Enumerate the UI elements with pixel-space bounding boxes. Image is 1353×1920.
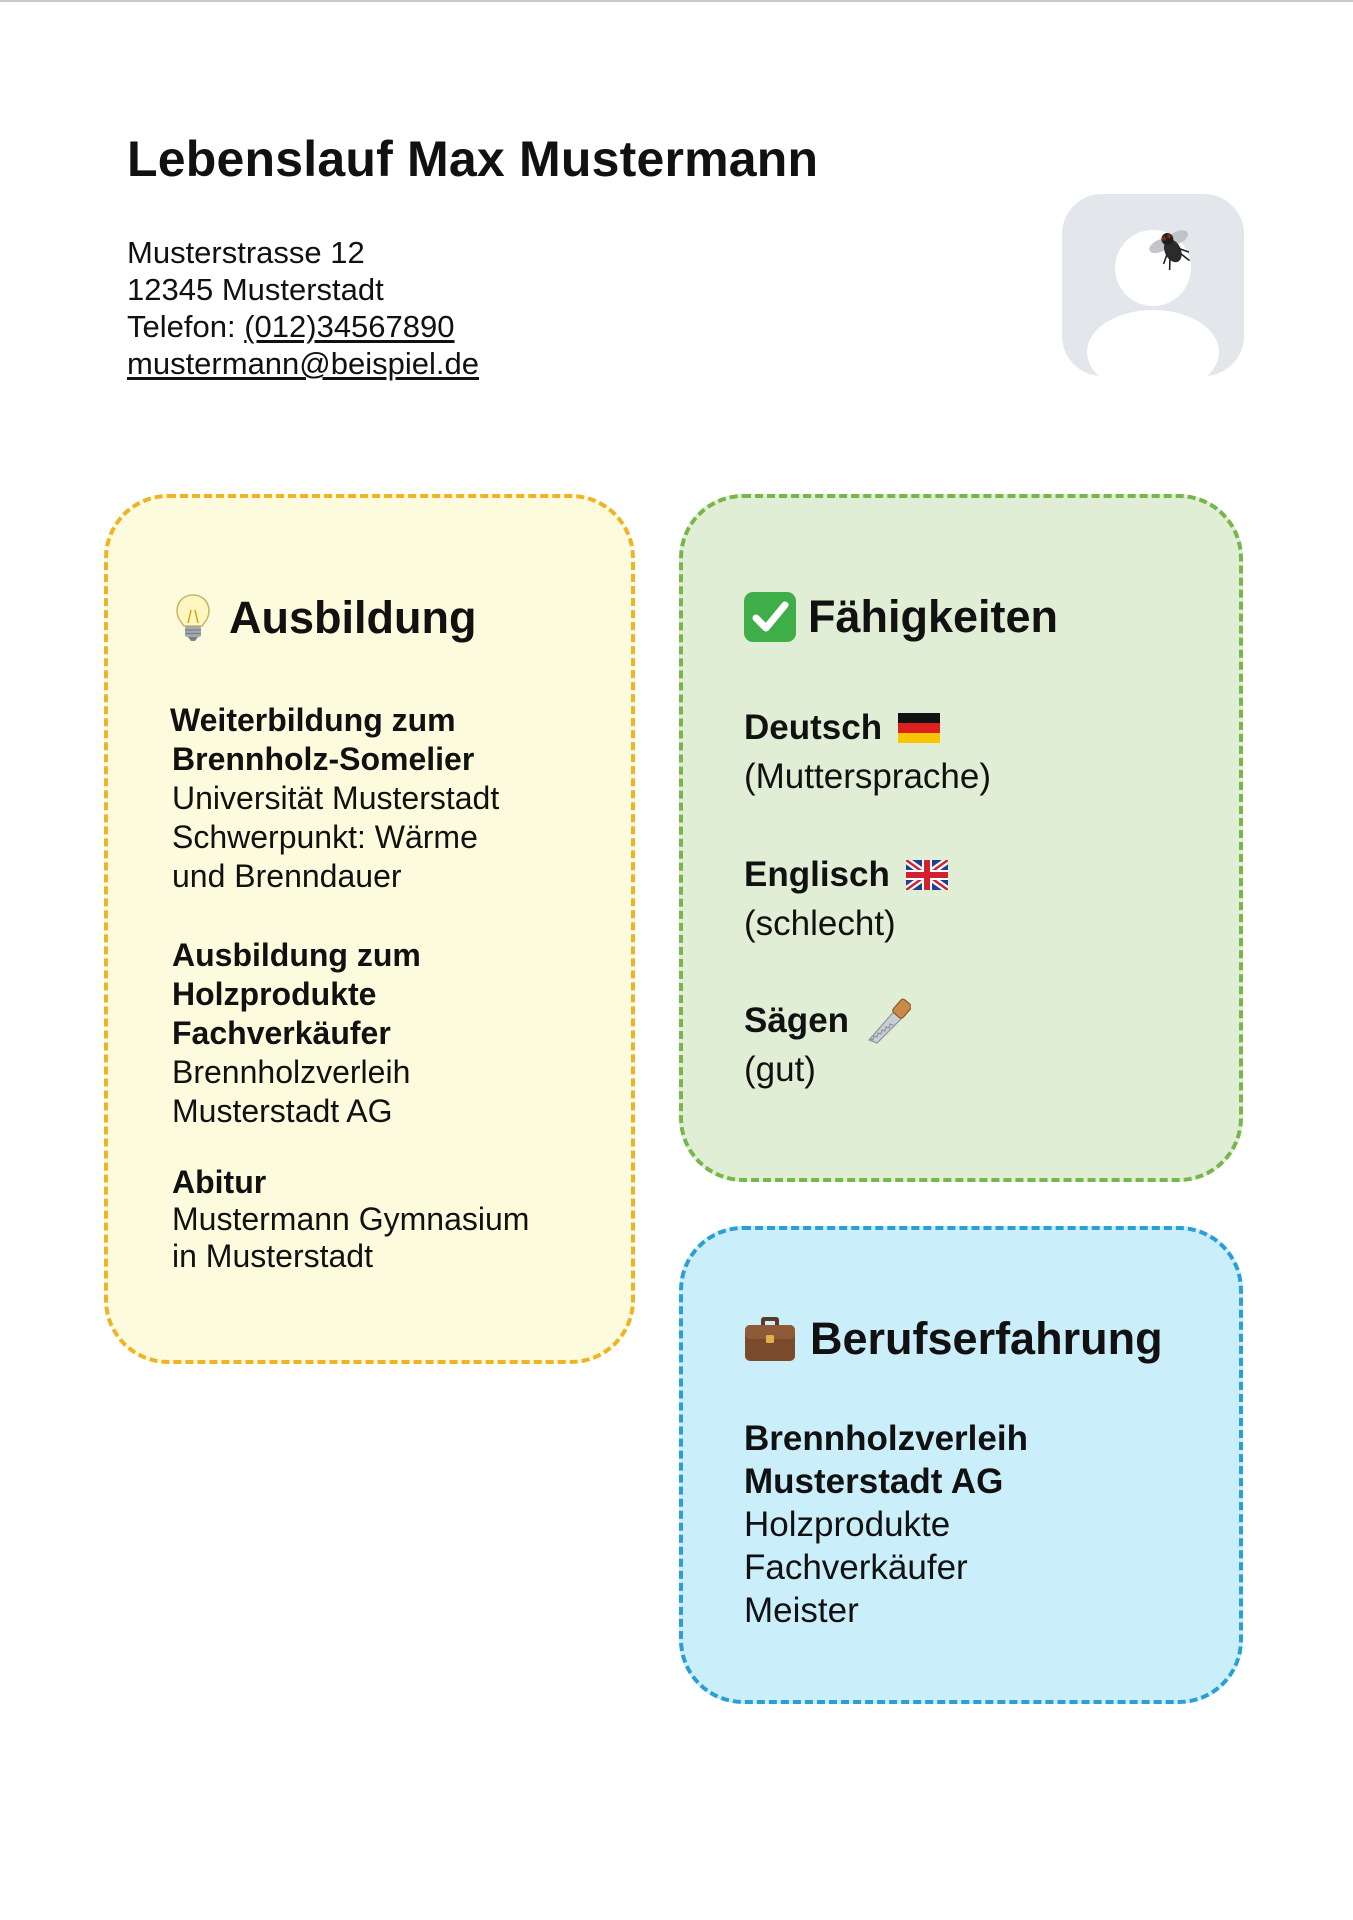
profile-photo-placeholder	[1062, 194, 1244, 376]
education-entry-title: Weiterbildung zum	[170, 702, 456, 738]
education-entry-title: Holzprodukte	[172, 976, 377, 1012]
skill-level: (schlecht)	[744, 904, 896, 943]
phone-label: Telefon:	[127, 309, 236, 344]
education-entry-detail: in Musterstadt	[172, 1238, 373, 1274]
job-company: Brennholzverleih	[744, 1419, 1028, 1458]
ausbildung-heading	[175, 592, 476, 644]
education-entry-title: Abitur	[172, 1164, 267, 1200]
faehigkeiten-heading	[744, 591, 1058, 643]
phone-link[interactable]: (012)34567890	[244, 309, 455, 344]
education-entry-2	[172, 936, 421, 1131]
top-divider	[0, 0, 1353, 2]
contact-block	[127, 234, 479, 382]
address-city: 12345 Musterstadt	[127, 272, 384, 307]
briefcase-icon	[744, 1316, 796, 1362]
skill-name: Sägen	[744, 1001, 850, 1040]
education-entry-detail: Musterstadt AG	[172, 1093, 393, 1129]
education-entry-detail: Mustermann Gymnasium	[172, 1201, 530, 1237]
page-title: Lebenslauf Max Mustermann	[127, 131, 819, 187]
uk-flag-icon	[906, 860, 948, 890]
education-entry-title: Fachverkäufer	[172, 1015, 391, 1051]
email-link[interactable]: mustermann@beispiel.de	[127, 346, 479, 381]
german-flag-icon	[898, 713, 940, 743]
skill-item	[744, 703, 991, 801]
lightbulb-icon	[175, 593, 211, 643]
skill-level: (gut)	[744, 1050, 816, 1089]
job-company: Musterstadt AG	[744, 1462, 1004, 1501]
education-entry-title: Ausbildung zum	[172, 937, 421, 973]
education-entry-detail: Universität Musterstadt	[172, 780, 500, 816]
ausbildung-card	[104, 494, 635, 1364]
berufserfahrung-heading-text: Berufserfahrung	[810, 1313, 1163, 1364]
berufserfahrung-card	[679, 1226, 1243, 1704]
education-entry-detail: und Brenndauer	[172, 858, 402, 894]
education-entry-3	[172, 1164, 529, 1275]
faehigkeiten-heading-text: Fähigkeiten	[808, 591, 1059, 642]
ausbildung-heading-text: Ausbildung	[229, 592, 477, 643]
saw-icon	[865, 998, 911, 1044]
phone-line	[127, 308, 479, 345]
job-role: Meister	[744, 1591, 859, 1630]
education-entry-1	[170, 701, 499, 896]
skill-item	[744, 850, 948, 948]
skill-item	[744, 996, 911, 1094]
address-street: Musterstrasse 12	[127, 235, 365, 270]
fly-icon	[1062, 194, 1244, 376]
faehigkeiten-card	[679, 494, 1243, 1182]
job-role: Holzprodukte	[744, 1505, 951, 1544]
education-entry-detail: Schwerpunkt: Wärme	[172, 819, 478, 855]
skill-level: (Muttersprache)	[744, 757, 992, 796]
education-entry-detail: Brennholzverleih	[172, 1054, 411, 1090]
education-entry-title: Brennholz-Somelier	[172, 741, 475, 777]
job-entry	[744, 1417, 1028, 1632]
skill-name: Englisch	[744, 855, 890, 894]
job-role: Fachverkäufer	[744, 1548, 968, 1587]
berufserfahrung-heading	[744, 1313, 1163, 1365]
skill-name: Deutsch	[744, 708, 883, 747]
check-mark-icon	[744, 592, 796, 642]
